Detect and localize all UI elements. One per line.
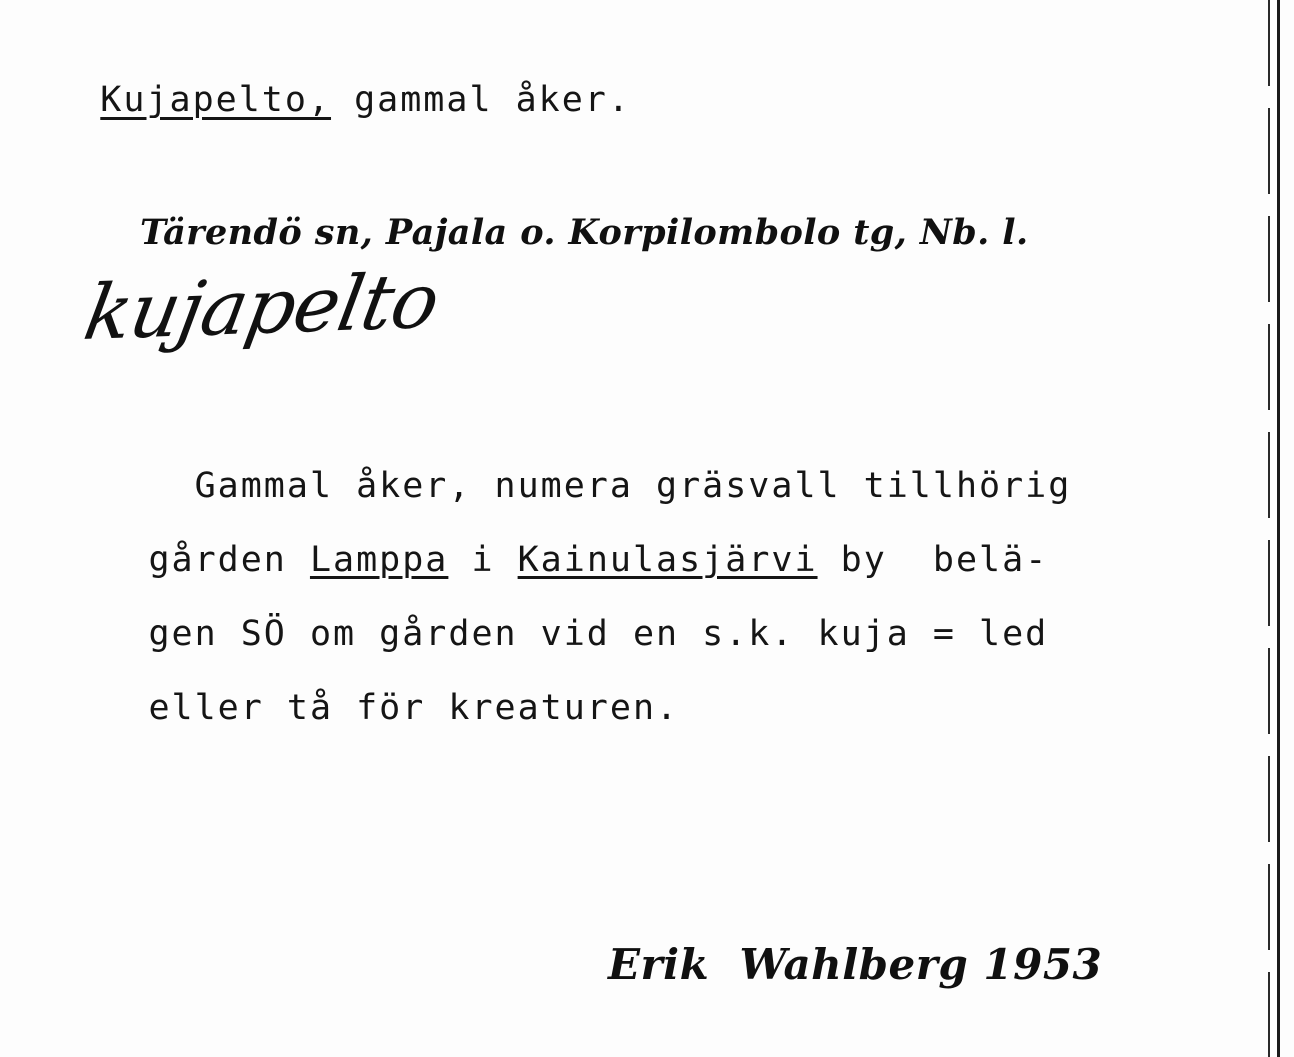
body-line <box>10 408 1260 506</box>
body-text: Gammal åker, numera gräsvall tillhörig <box>148 466 1072 506</box>
headword-term: Kujapelto, <box>100 80 332 120</box>
headword-line <box>8 40 631 160</box>
headword-gloss: gammal åker. <box>331 80 631 120</box>
farm-name: Lamppa <box>309 540 449 580</box>
body-text: gen SÖ om gården vid en s.k. kuja = led <box>148 614 1049 654</box>
parish-district-line: Tärendö sn, Pajala o. Korpilombolo tg, Nb. l. <box>140 212 1029 253</box>
recorder-signature: Erik Wahlberg 1953 <box>608 940 1103 989</box>
description-body <box>10 408 1260 728</box>
body-text: gården <box>148 540 310 580</box>
handwritten-form: kujapelto <box>78 255 446 357</box>
card-margin-dashed-rule <box>1268 0 1270 1057</box>
village-name: Kainulasjärvi <box>517 540 818 580</box>
card-right-border <box>1277 0 1280 1057</box>
body-text: eller tå för kreaturen. <box>148 688 680 728</box>
body-text: by belä- <box>817 540 1049 580</box>
body-text: i <box>448 540 518 580</box>
